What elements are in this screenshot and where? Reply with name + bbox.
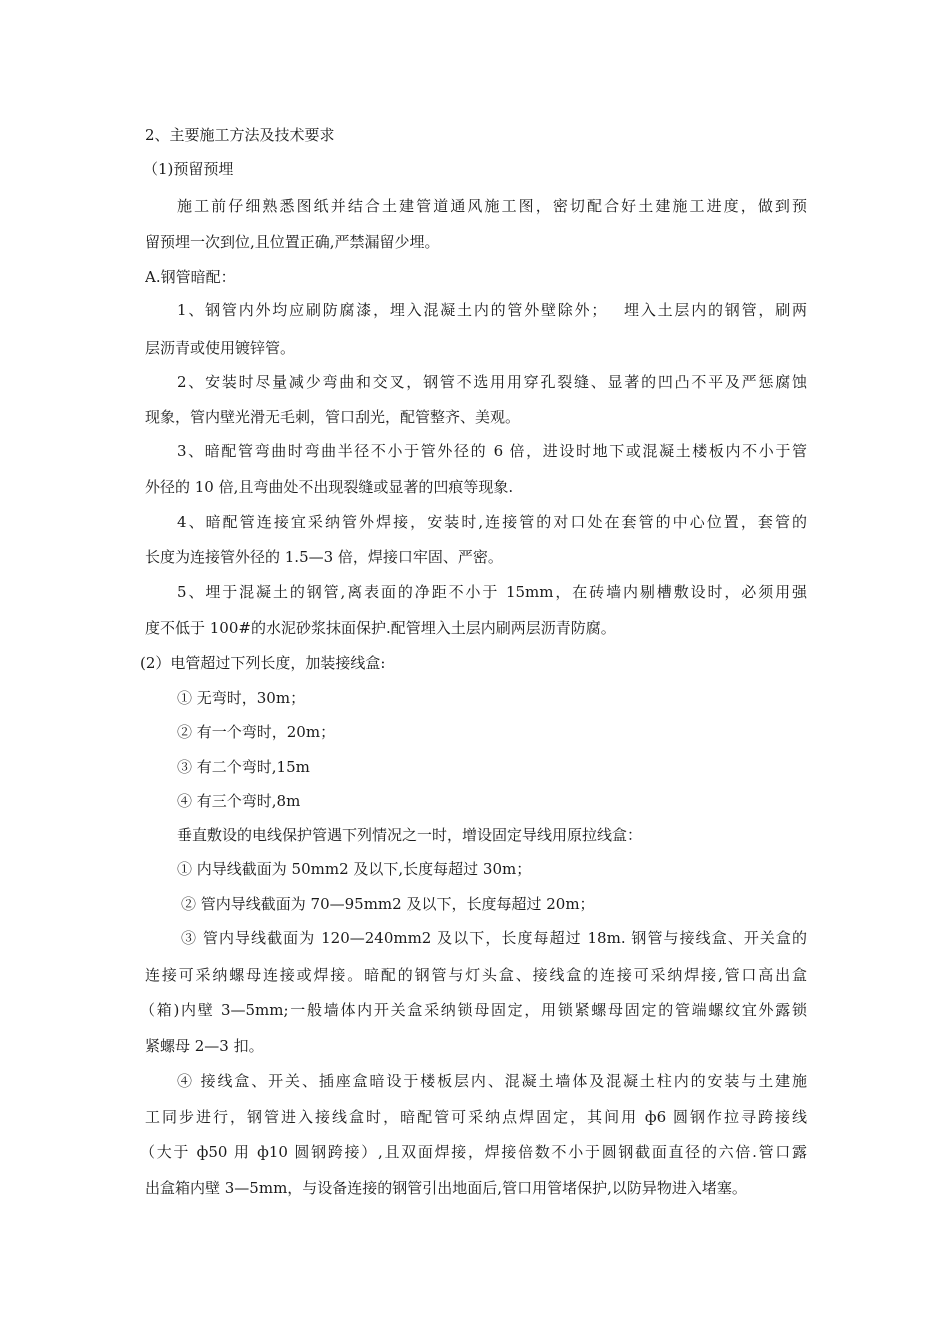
list-item: ② 有一个弯时，20m； [177, 723, 336, 741]
paragraph-line: 度不低于 100#的水泥砂浆抹面保护.配管埋入土层内刷两层沥青防腐。 [145, 619, 616, 637]
paragraph-line: 留预埋一次到位,且位置正确,严禁漏留少埋。 [145, 233, 440, 251]
section-heading: 2、主要施工方法及技术要求 [145, 126, 335, 144]
paragraph-line: （箱)内壁 3—5mm;一般墙体内开关盒采纳锁母固定，用锁紧螺母固定的管端螺纹宜外露锁 [140, 1001, 807, 1019]
paragraph-line: 1、钢管内外均应刷防腐漆，埋入混凝土内的管外壁除外； 埋入土层内的钢管，刷两 [177, 301, 807, 319]
list-item: ② 管内导线截面为 70—95mm2 及以下，长度每超过 20m； [181, 895, 595, 913]
subsection-heading: A.钢管暗配： [145, 268, 236, 286]
list-item: ① 无弯时，30m； [177, 689, 306, 707]
list-item: ③ 有二个弯时,15m [177, 758, 310, 776]
paragraph-line: 现象，管内壁光滑无毛刺，管口刮光，配管整齐、美观。 [145, 408, 521, 426]
paragraph-line: 出盒箱内壁 3—5mm，与设备连接的钢管引出地面后,管口用管堵保护,以防异物进入堵塞。 [145, 1179, 747, 1197]
list-item: ③ 管内导线截面为 120—240mm2 及以下，长度每超过 18m. 钢管与接线盒、开关盒的 [181, 929, 807, 947]
list-item: ④ 接线盒、开关、插座盒暗设于楼板层内、混凝土墙体及混凝土柱内的安装与土建施 [177, 1072, 807, 1090]
paragraph-line: 2、安装时尽量减少弯曲和交叉，钢管不选用用穿孔裂缝、显著的凹凸不平及严惩腐蚀 [177, 373, 807, 391]
paragraph-line: 4、暗配管连接宜采纳管外焊接，安装时,连接管的对口处在套管的中心位置，套管的 [177, 513, 807, 531]
paragraph-line: 垂直敷设的电线保护管遇下列情况之一时，增设固定导线用原拉线盒： [177, 826, 643, 844]
subsection-heading: （1)预留预埋 [143, 160, 234, 178]
paragraph-line: 5、埋于混凝土的钢管,离表面的净距不小于 15mm，在砖墙内剔槽敷设时，必须用强 [177, 583, 807, 601]
subsection-heading: (2）电管超过下列长度，加装接线盒: [140, 654, 386, 672]
list-item: ④ 有三个弯时,8m [177, 792, 301, 810]
paragraph-line: 外径的 10 倍,且弯曲处不出现裂缝或显著的凹痕等现象. [145, 478, 514, 496]
paragraph-line: 工同步进行，钢管进入接线盒时，暗配管可采纳点焊固定，其间用 ф6 圆钢作拉寻跨接线 [145, 1108, 807, 1126]
paragraph-line: 连接可采纳螺母连接或焊接。暗配的钢管与灯头盒、接线盒的连接可采纳焊接,管口高出盒 [145, 966, 807, 984]
list-item: ① 内导线截面为 50mm2 及以下,长度每超过 30m； [177, 860, 532, 878]
paragraph-line: （大于 ф50 用 ф10 圆钢跨接）,且双面焊接，焊接倍数不小于圆钢截面直径的六倍.管口露 [140, 1143, 807, 1161]
paragraph-line: 层沥青或使用镀锌管。 [145, 339, 296, 357]
paragraph-line: 施工前仔细熟悉图纸并结合土建管道通风施工图，密切配合好土建施工进度，做到预 [177, 197, 807, 215]
paragraph-line: 3、暗配管弯曲时弯曲半径不小于管外径的 6 倍，进设时地下或混凝土楼板内不小于管 [177, 442, 807, 460]
paragraph-line: 长度为连接管外径的 1.5—3 倍，焊接口牢固、严密。 [145, 548, 503, 566]
paragraph-line: 紧螺母 2—3 扣。 [145, 1037, 264, 1055]
